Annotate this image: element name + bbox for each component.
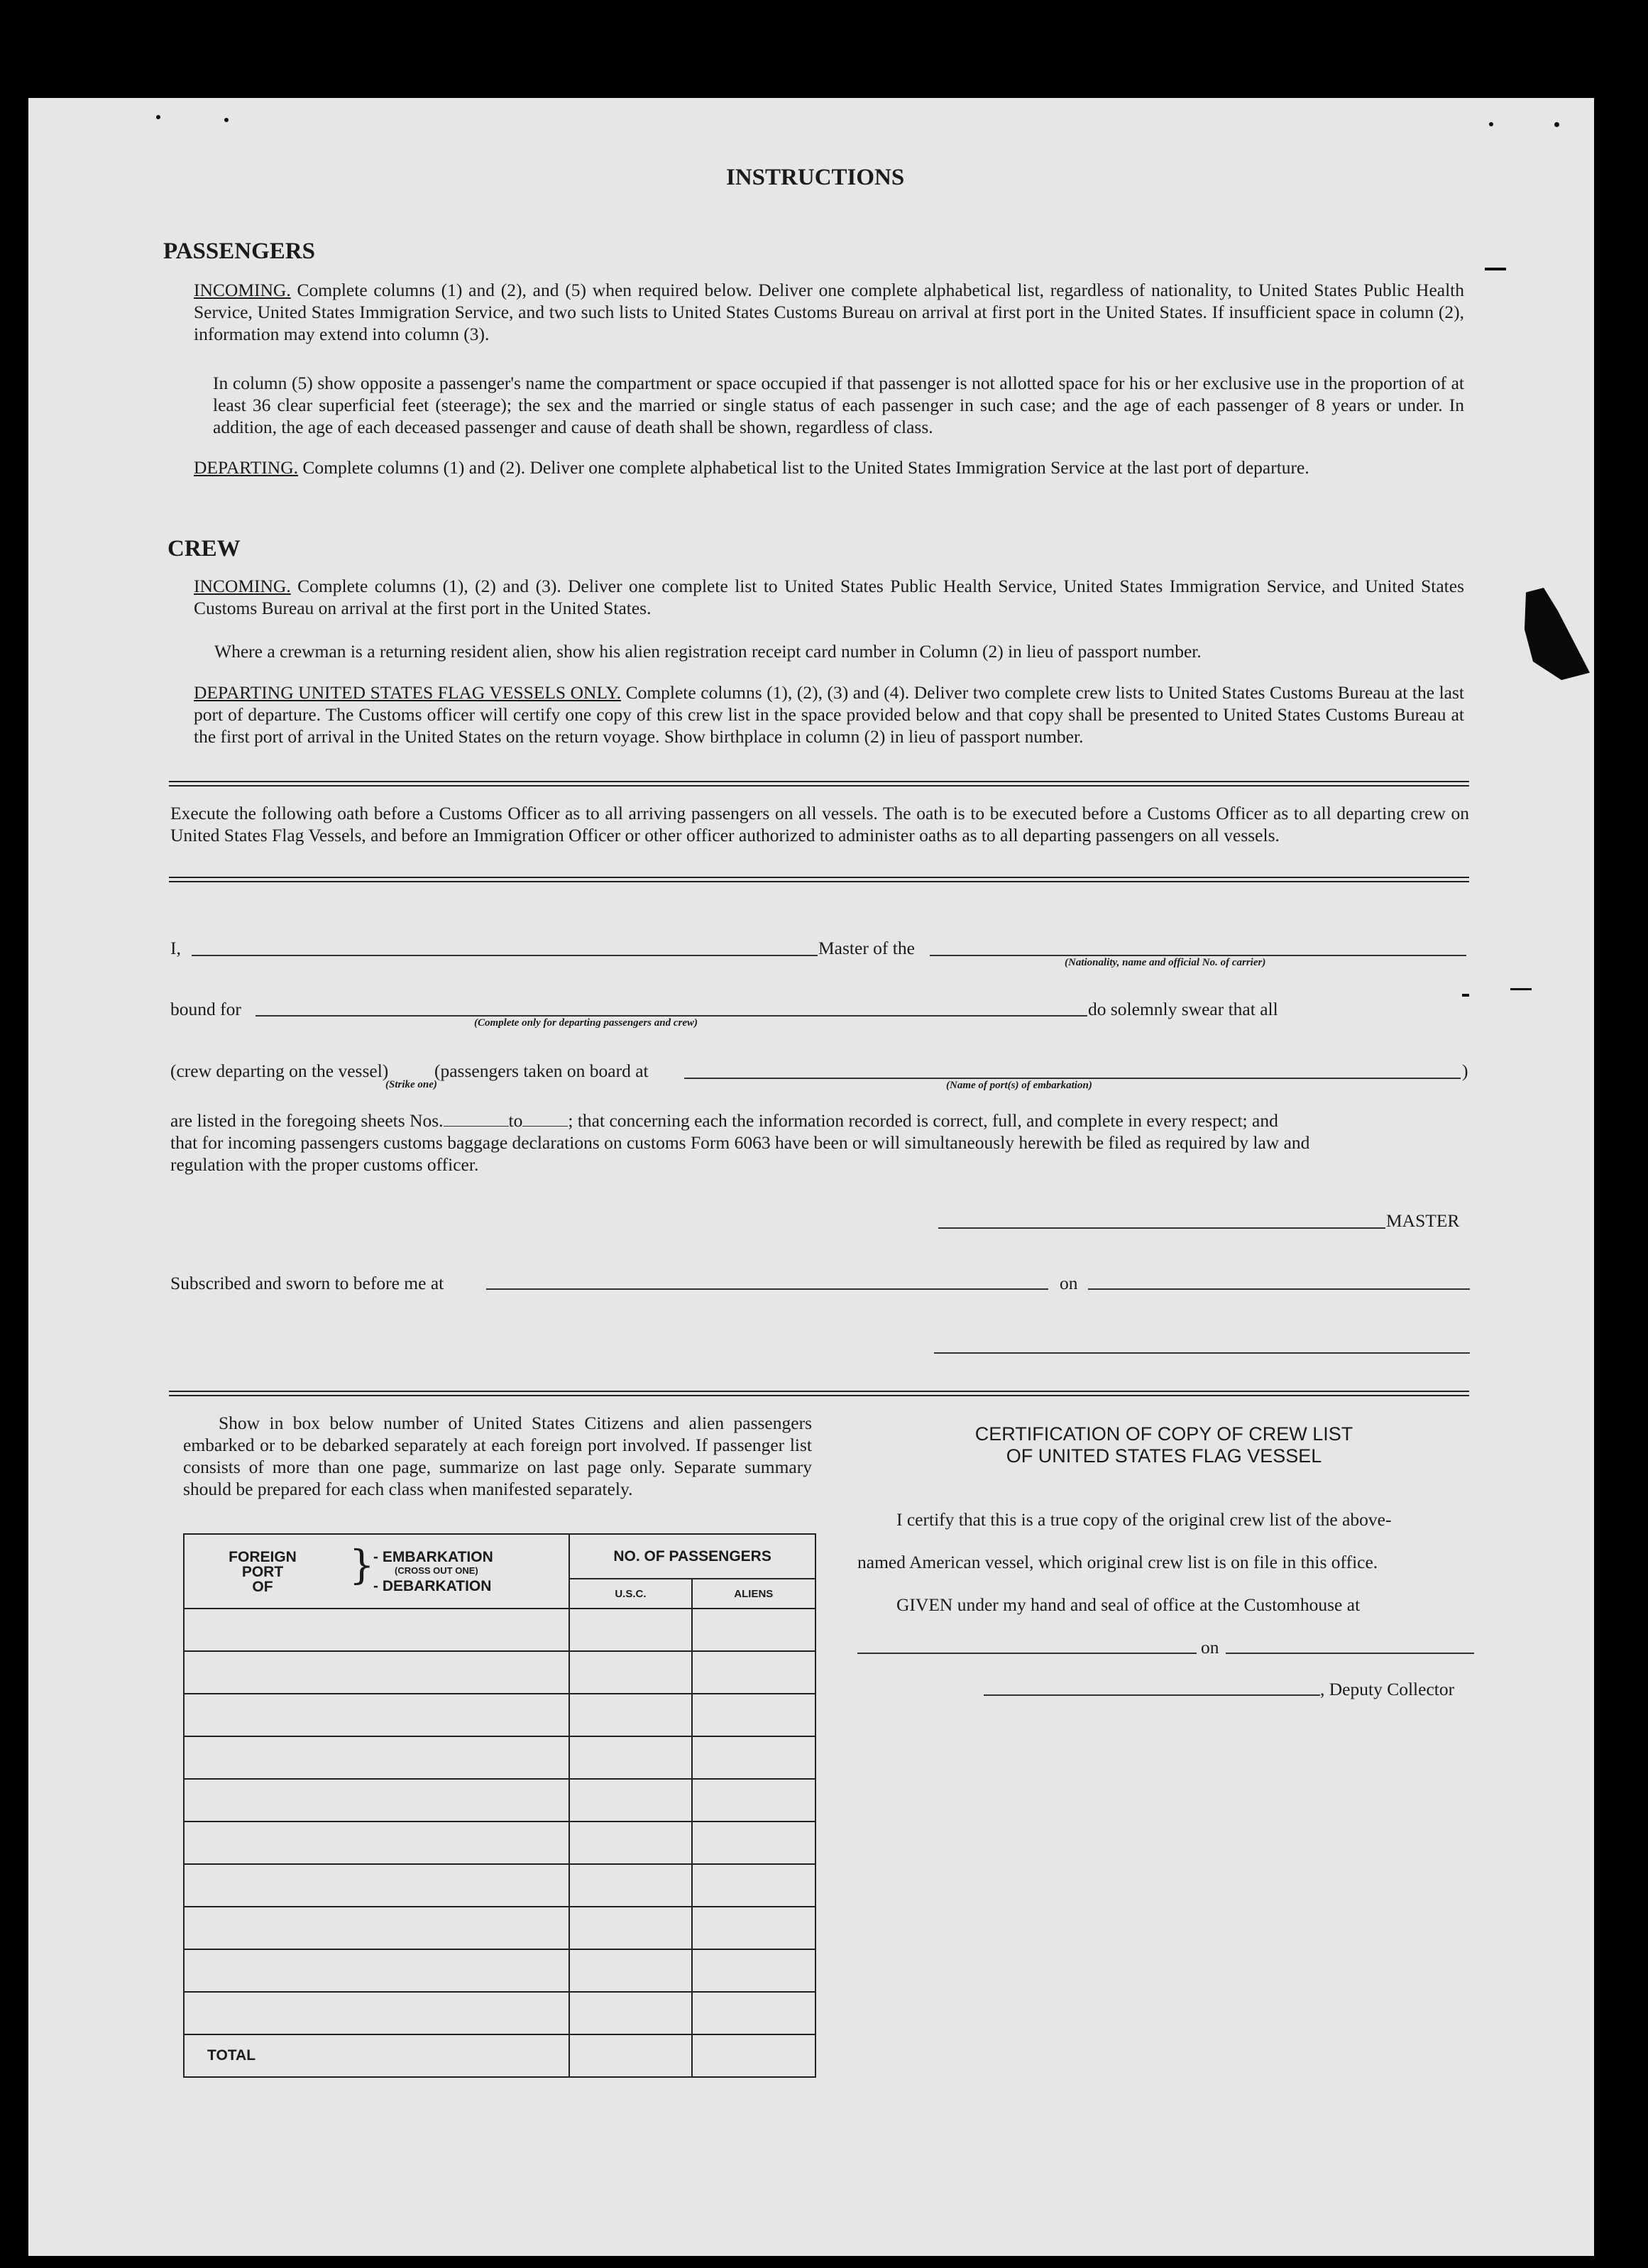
to-word: to [508,1110,523,1131]
usc-cell[interactable] [569,1694,691,1736]
port-cell[interactable] [184,1821,569,1864]
listed-line-1 [170,1110,1278,1132]
port-cell[interactable] [184,1949,569,1992]
master-of-the-label: Master of the [818,938,915,958]
subscribed-place-line[interactable] [486,1288,1048,1290]
listed-line-2: that for incoming passengers customs baggage declarations on customs Form 6063 have been or will simultaneously herewith be filed as required by law and [170,1132,1310,1153]
oath-i-label: I, [170,938,181,958]
aliens-cell[interactable] [692,1949,815,1992]
passengers-incoming-label: INCOMING. [194,280,291,300]
usc-total-cell[interactable] [569,2034,691,2077]
aliens-cell[interactable] [692,1651,815,1694]
port-cell[interactable] [184,1694,569,1736]
passengers-incoming-text: Complete columns (1) and (2), and (5) when required below. Deliver one complete alphabetical list, regardless of nationality, to United States Public Health Service, United States Immigration Service, and two such lists to United States Customs Bureau on arrival at first port in the United States. If insufficient space in column (2), information may extend into column (3). [194,280,1464,344]
usc-cell[interactable] [569,1949,691,1992]
crew-departing-label: DEPARTING UNITED STATES FLAG VESSELS ONLY. [194,682,622,703]
crew-crewman-paragraph: Where a crewman is a returning resident alien, show his alien registration receipt card number in Column (2) in lieu of passport number. [214,641,1202,662]
total-label: TOTAL [184,2034,569,2077]
sheet-from-field[interactable] [444,1126,509,1127]
certification-title-line-2: OF UNITED STATES FLAG VESSEL [1006,1445,1322,1467]
brace-icon: } [349,1543,375,1589]
crew-departing-paragraph [194,681,1464,747]
port-cell[interactable] [184,1609,569,1651]
listed-prefix: are listed in the foregoing sheets Nos. [170,1110,444,1131]
embarkation-ports-line[interactable] [684,1078,1461,1079]
passengers-column5-paragraph: In column (5) show opposite a passenger's name the compartment or space occupied if that passenger is not allotted space for his or her exclusive use in the proportion of at least 36 clear superficial feet (steerage); the sex and the married or single status of each passenger in such case; and the age of each passenger of 8 years or under. In addition, the age of each deceased passenger and cause of death shall be shown, regardless of class. [213,373,1464,437]
bound-for-label: bound for [170,999,241,1019]
aliens-total-cell[interactable] [692,2034,815,2077]
certification-date-line[interactable] [1226,1653,1474,1654]
aliens-header: ALIENS [692,1579,815,1609]
port-cell[interactable] [184,1864,569,1907]
aliens-cell[interactable] [692,1907,815,1949]
aliens-cell[interactable] [692,1992,815,2034]
ports-caption: (Name of port(s) of embarkation) [946,1080,1092,1091]
deputy-collector-label: , Deputy Collector [1320,1679,1455,1699]
debarkation-option[interactable]: - DEBARKATION [373,1578,492,1594]
divider-rule [169,1391,1469,1392]
closing-paren: ) [1462,1061,1468,1081]
subscribed-date-line[interactable] [1088,1288,1470,1290]
crew-heading: CREW [167,536,241,561]
edge-mark [1462,994,1469,997]
usc-cell[interactable] [569,1821,691,1864]
crew-incoming-label: INCOMING. [194,576,291,596]
port-cell[interactable] [184,1907,569,1949]
strike-one-caption: (Strike one) [385,1079,437,1090]
officer-signature-line[interactable] [934,1352,1470,1354]
edge-mark [1510,988,1532,990]
usc-cell[interactable] [569,1609,691,1651]
subscribed-label: Subscribed and sworn to before me at [170,1273,444,1293]
of-word: OF [252,1579,273,1595]
summary-instructions: Show in box below number of United States Citizens and alien passengers embarked or to be debarked separately at each foreign port involved. If passenger list consists of more than one page, summarize on last page only. Separate summary should be prepared for each class when manifested separately. [183,1413,812,1499]
usc-cell[interactable] [569,1992,691,2034]
master-label: MASTER [1386,1210,1460,1231]
edge-mark [1485,268,1506,270]
crew-departing-text: Complete columns (1), (2), (3) and (4). Deliver two complete crew lists to United States Customs Bureau at the last port of departure. The Customs officer will certify one copy of this crew list in the space provided below and that copy shall be presented to United States Customs Bureau at the first port of arrival in the United States on the return voyage. Show birthplace in column (2) in lieu of passport number. [194,682,1465,747]
master-name-line[interactable] [192,955,818,956]
destination-line[interactable] [256,1015,1087,1017]
listed-line-3: regulation with the proper customs officer. [170,1154,479,1175]
crew-incoming-paragraph [194,575,1464,619]
certify-line-1: I certify that this is a true copy of the original crew list of the above- [896,1509,1392,1530]
passenger-summary-table [183,1533,816,2078]
divider-rule [169,785,1469,787]
swear-label: do solemnly swear that all [1088,999,1278,1019]
oath-intro-paragraph: Execute the following oath before a Customs Officer as to all arriving passengers on all vessels. The oath is to be executed before a Customs Officer as to all departing crew on United States Flag Vessels, and before an Immigration Officer or other officer authorized to administer oaths as to all departing passengers on all vessels. [170,803,1469,845]
usc-cell[interactable] [569,1651,691,1694]
crew-departing-option: (crew departing on the vessel) [170,1061,389,1081]
port-word: PORT [241,1564,284,1580]
divider-rule [169,877,1469,878]
passengers-taken-option: (passengers taken on board at [434,1061,649,1081]
certification-on-label: on [1201,1637,1219,1658]
dust-speck [156,115,160,119]
aliens-cell[interactable] [692,1779,815,1821]
passengers-incoming-paragraph [194,279,1464,345]
carrier-line[interactable] [930,955,1466,956]
aliens-cell[interactable] [692,1609,815,1651]
cross-out-note: (CROSS OUT ONE) [395,1565,478,1576]
port-cell[interactable] [184,1651,569,1694]
usc-header: U.S.C. [569,1579,691,1609]
subscribed-on-label: on [1060,1273,1078,1293]
customhouse-place-line[interactable] [857,1653,1197,1654]
page-title: INSTRUCTIONS [726,165,905,190]
divider-rule [169,781,1469,782]
passengers-heading: PASSENGERS [163,239,315,264]
passengers-departing-paragraph [194,456,1464,478]
aliens-cell[interactable] [692,1736,815,1779]
certify-line-2: named American vessel, which original crew list is on file in this office. [857,1552,1378,1572]
master-signature-line[interactable] [938,1227,1385,1229]
certification-title [859,1423,1469,1467]
usc-cell[interactable] [569,1736,691,1779]
sheet-to-field[interactable] [522,1126,568,1127]
complete-only-caption: (Complete only for departing passengers and crew) [474,1017,698,1029]
listed-rest: ; that concerning each the information recorded is correct, full, and complete in every respect; and [568,1110,1278,1131]
nationality-caption: (Nationality, name and official No. of carrier) [1065,957,1266,968]
divider-rule [169,1395,1469,1396]
port-cell[interactable] [184,1736,569,1779]
certification-title-line-1: CERTIFICATION OF COPY OF CREW LIST [974,1423,1353,1445]
usc-cell[interactable] [569,1864,691,1907]
dust-speck [1554,122,1559,127]
usc-cell[interactable] [569,1907,691,1949]
passengers-departing-label: DEPARTING. [194,457,298,478]
divider-rule [169,881,1469,882]
aliens-cell[interactable] [692,1864,815,1907]
aliens-cell[interactable] [692,1821,815,1864]
dust-speck [224,118,229,122]
given-line: GIVEN under my hand and seal of office at the Customhouse at [896,1594,1361,1615]
aliens-cell[interactable] [692,1694,815,1736]
dust-speck [1489,122,1493,126]
passengers-departing-text: Complete columns (1) and (2). Deliver one complete alphabetical list to the United States Immigration Service at the last port of departure. [302,457,1309,478]
deputy-signature-line[interactable] [984,1694,1320,1696]
crew-incoming-text: Complete columns (1), (2) and (3). Deliver one complete list to United States Public Health Service, United States Immigration Service, and United States Customs Bureau on arrival at the first port in the United States. [194,576,1465,618]
port-header-cell [184,1534,569,1609]
foreign-word: FOREIGN [229,1549,297,1565]
no-of-passengers-header: NO. OF PASSENGERS [569,1534,815,1579]
foreign-port-of-label [220,1550,305,1594]
usc-cell[interactable] [569,1779,691,1821]
embarkation-option[interactable]: - EMBARKATION [373,1549,493,1565]
port-cell[interactable] [184,1779,569,1821]
port-cell[interactable] [184,1992,569,2034]
